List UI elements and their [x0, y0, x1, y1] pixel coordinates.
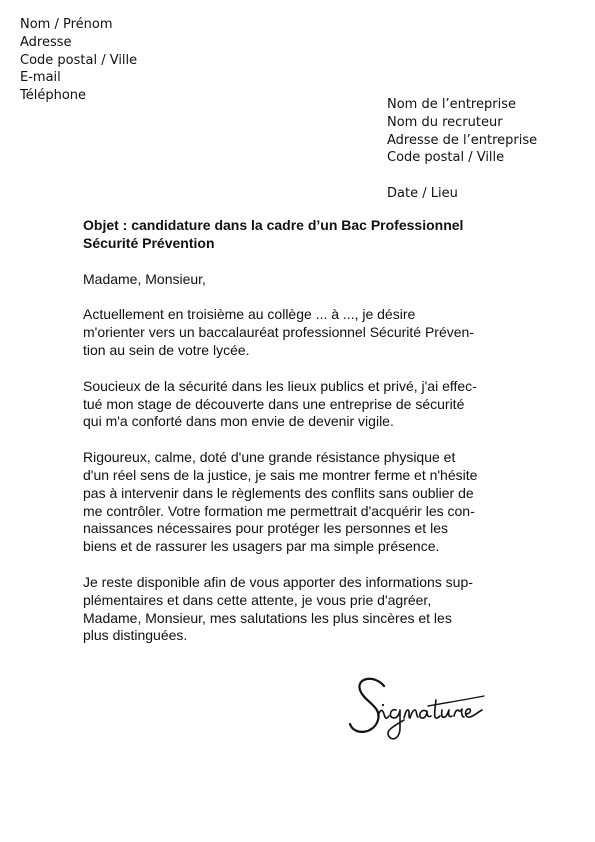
sender-phone: Téléphone: [20, 88, 87, 104]
paragraph-closing: [83, 574, 513, 645]
paragraph-line: plémentaires et dans cette attente, je vous prie d'agréer,: [83, 591, 432, 608]
recipient-block: [387, 96, 537, 203]
paragraph-line: Je reste disponible afin de vous apporter des informations sup-: [83, 573, 473, 590]
recipient-address: Adresse de l’entreprise: [387, 132, 538, 148]
paragraph-line: Actuellement en troisième au collège ... à ..., je désire: [83, 306, 416, 323]
paragraph-line: Soucieux de la sécurité dans les lieux publics et privé, j'ai effec-: [83, 377, 477, 394]
paragraph-line: plus distinguées.: [83, 627, 188, 644]
salutation: Madame, Monsieur,: [83, 270, 206, 287]
paragraph-line: d'un réel sens de la justice, je sais me montrer ferme et n'hésite: [83, 466, 478, 483]
sender-block: [20, 16, 137, 105]
recipient-recruiter: Nom du recruteur: [387, 114, 503, 130]
paragraph-line: naissances nécessaires pour protéger les personnes et les: [83, 520, 448, 537]
paragraph-line: qui m'a conforté dans mon envie de devenir vigile.: [83, 413, 394, 430]
date-place: Date / Lieu: [387, 186, 458, 202]
paragraph-qualities: [83, 449, 513, 556]
paragraph-line: biens et de rassurer les usagers par ma simple présence.: [83, 538, 440, 555]
sender-name: Nom / Prénom: [20, 17, 113, 32]
recipient-company: Nom de l’entreprise: [387, 97, 516, 112]
sender-email: E-mail: [20, 70, 61, 86]
subject-line: Objet : candidature dans la cadre d’un Bac Professionnel: [83, 217, 464, 233]
paragraph-line: pas à intervenir dans le règlements des conflits sans oublier de: [83, 484, 474, 501]
recipient-postal-city: Code postal / Ville: [387, 150, 505, 166]
subject-line: Sécurité Prévention: [83, 234, 215, 251]
sender-postal-city: Code postal / Ville: [20, 52, 138, 68]
paragraph-line: me contrôler. Votre formation me permettrait d'acquérir les con-: [83, 502, 475, 519]
paragraph-line: Madame, Monsieur, mes salutations les plus sincères et les: [83, 609, 452, 626]
subject: [83, 217, 513, 253]
handwritten-signature: [344, 670, 494, 748]
paragraph-line: tué mon stage de découverte dans une entreprise de sécurité: [83, 395, 465, 412]
paragraph-line: m'orienter vers un baccalauréat professionnel Sécurité Préven-: [83, 324, 474, 341]
paragraph-motivation: [83, 378, 513, 431]
paragraph-line: Rigoureux, calme, doté d'une grande résistance physique et: [83, 449, 456, 466]
letter-body: [83, 217, 513, 645]
paragraph-intro: [83, 306, 513, 359]
paragraph-line: tion au sein de votre lycée.: [83, 341, 250, 358]
sender-address: Adresse: [20, 34, 72, 50]
